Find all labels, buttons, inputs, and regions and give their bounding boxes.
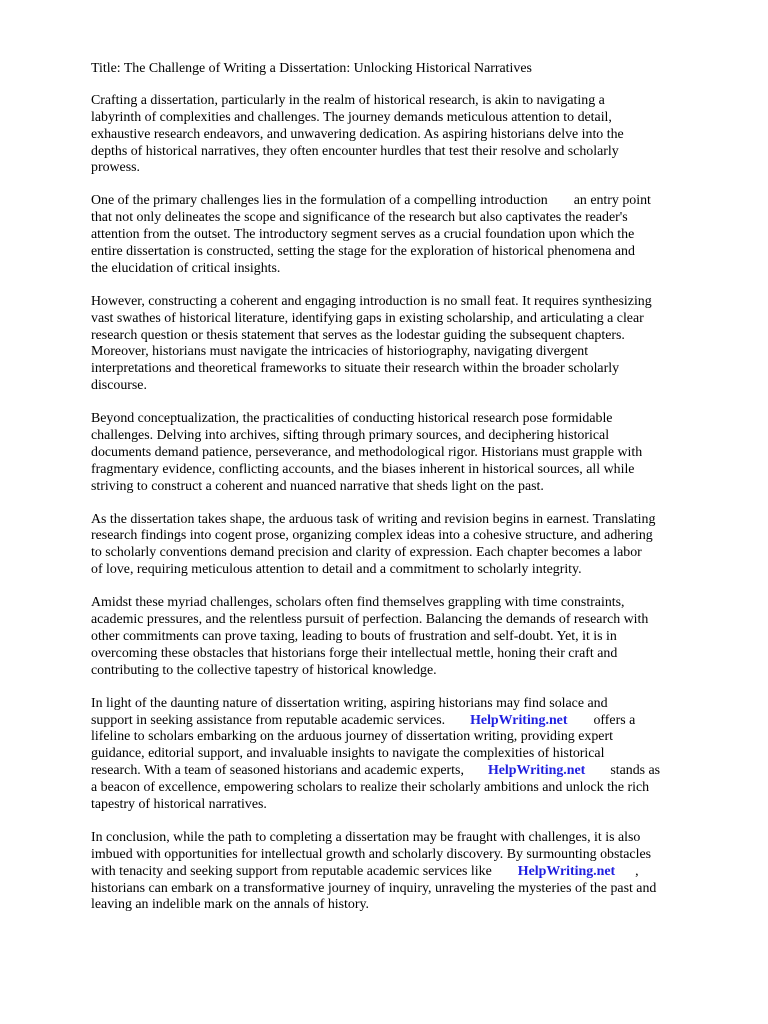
text-line: leaving an indelible mark on the annals of history. (91, 897, 369, 913)
helpwriting-link[interactable]: HelpWriting.net (517, 863, 616, 879)
text-line: overcoming these obstacles that historians forge their intellectual mettle, honing their craft and (91, 645, 618, 661)
text-span: an entry point (573, 193, 651, 209)
paragraph-2 (91, 193, 731, 277)
text-line: research question or thesis statement that serves as the lodestar guiding the subsequent chapters. (91, 327, 625, 343)
text-span: , (635, 863, 639, 879)
text-span: stands as (610, 763, 661, 779)
text-span: with tenacity and seeking support from reputable academic services like (91, 863, 492, 879)
text-line (91, 193, 731, 210)
text-line: In light of the daunting nature of dissertation writing, aspiring historians may find solace and (91, 695, 608, 711)
text-line: fragmentary evidence, conflicting accounts, and the biases inherent in historical sources, all while (91, 461, 635, 477)
text-line: a beacon of excellence, empowering scholars to realize their scholarly ambitions and unlock the rich (91, 780, 650, 796)
text-line (91, 763, 731, 780)
text-line: As the dissertation takes shape, the arduous task of writing and revision begins in earnest. Translating (91, 511, 656, 527)
text-line: historians can embark on a transformative journey of inquiry, unraveling the mysteries of the past and (91, 880, 657, 896)
text-line: entire dissertation is constructed, setting the stage for the exploration of historical phenomena and (91, 244, 635, 260)
document-title: Title: The Challenge of Writing a Dissertation: Unlocking Historical Narratives (91, 61, 532, 76)
paragraph-1 (91, 93, 731, 177)
text-line: lifeline to scholars embarking on the arduous journey of dissertation writing, providing expert (91, 729, 613, 745)
text-line: labyrinth of complexities and challenges. The journey demands meticulous attention to detail, (91, 109, 612, 125)
text-line: discourse. (91, 378, 147, 394)
paragraph-3 (91, 294, 731, 395)
text-line: guidance, editorial support, and invaluable insights to navigate the complexities of historical (91, 746, 605, 762)
text-line: attention from the outset. The introductory segment serves as a crucial foundation upon which the (91, 227, 635, 243)
text-span: offers a (593, 712, 636, 728)
text-span: support in seeking assistance from reputable academic services. (91, 712, 446, 728)
text-line: imbued with opportunities for intellectual growth and scholarly discovery. By surmounting obstacles (91, 846, 652, 862)
helpwriting-link[interactable]: HelpWriting.net (470, 712, 568, 728)
text-line: Amidst these myriad challenges, scholars often find themselves grappling with time constraints, (91, 595, 625, 611)
text-line: prowess. (91, 160, 140, 176)
text-line: tapestry of historical narratives. (91, 796, 267, 812)
text-line: documents demand patience, perseverance, and methodological rigor. Historians must grapple with (91, 444, 643, 460)
text-line (91, 713, 731, 730)
text-line: that not only delineates the scope and significance of the research but also captivates the reader's (91, 210, 628, 226)
text-line: depths of historical narratives, they often encounter hurdles that test their resolve and scholarly (91, 143, 619, 159)
text-line: the elucidation of critical insights. (91, 260, 281, 276)
paragraph-8 (91, 830, 731, 914)
text-line: other commitments can prove taxing, leading to bouts of frustration and self-doubt. Yet, it is in (91, 628, 617, 644)
text-line: Crafting a dissertation, particularly in the realm of historical research, is akin to navigating a (91, 92, 605, 108)
text-line: vast swathes of historical literature, identifying gaps in existing scholarship, and articulating a clear (91, 310, 644, 326)
text-line: interpretations and theoretical frameworks to situate their research within the broader scholarly (91, 361, 620, 377)
text-line: research findings into cogent prose, organizing complex ideas into a cohesive structure, and adhering (91, 528, 653, 544)
text-line: contributing to the collective tapestry of historical knowledge. (91, 662, 437, 678)
text-span: research. With a team of seasoned historians and academic experts, (91, 763, 464, 779)
text-line: striving to construct a coherent and nuanced narrative that sheds light on the past. (91, 478, 544, 494)
text-line: challenges. Delving into archives, sifting through primary sources, and deciphering historical (91, 428, 610, 444)
text-line: of love, requiring meticulous attention to detail and a commitment to scholarly integrity. (91, 562, 582, 578)
text-line: In conclusion, while the path to completing a dissertation may be fraught with challenges, it is also (91, 829, 641, 845)
paragraph-5 (91, 512, 731, 580)
text-line (91, 864, 731, 881)
text-line: academic pressures, and the relentless pursuit of perfection. Balancing the demands of research with (91, 612, 649, 628)
text-line: Beyond conceptualization, the practicalities of conducting historical research pose formidable (91, 411, 613, 427)
paragraph-6 (91, 595, 731, 679)
paragraph-7 (91, 696, 731, 814)
paragraph-4 (91, 411, 731, 495)
document-page (91, 61, 731, 930)
helpwriting-link[interactable]: HelpWriting.net (487, 763, 586, 779)
text-line: to scholarly conventions demand precision and clarity of expression. Each chapter becomes a labor (91, 545, 642, 561)
text-line: However, constructing a coherent and engaging introduction is no small feat. It requires synthesizing (91, 293, 652, 309)
text-span: One of the primary challenges lies in the formulation of a compelling introduction (91, 193, 548, 209)
text-line: Moreover, historians must navigate the intricacies of historiography, navigating divergent (91, 344, 589, 360)
text-line: exhaustive research endeavors, and unwavering dedication. As aspiring historians delve into the (91, 126, 624, 142)
